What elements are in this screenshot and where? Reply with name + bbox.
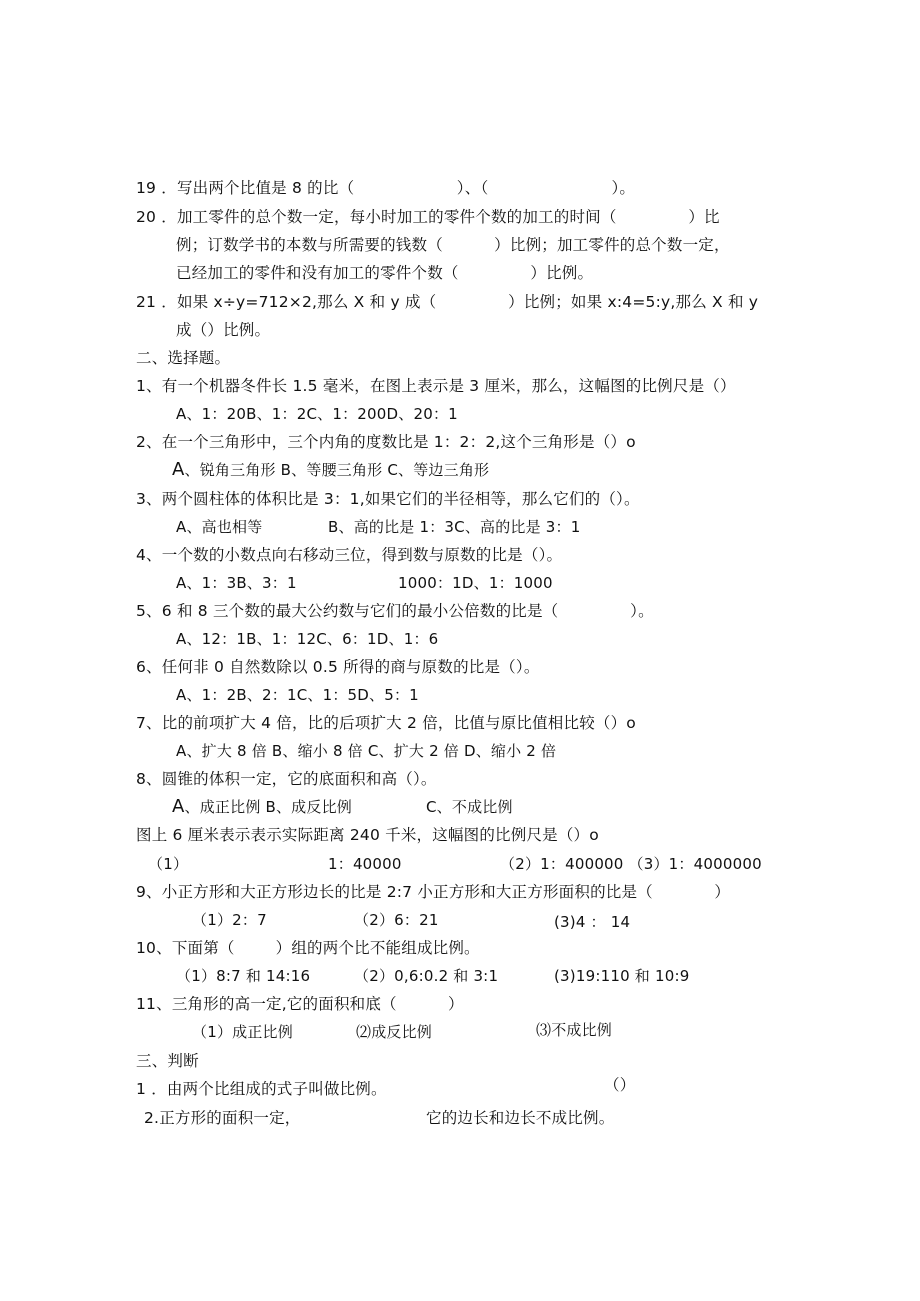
- choice-q4-option-ab: A、1：3B、3：1: [176, 574, 297, 592]
- choice-q8-options-text: 、成正比例 B、成反比例: [184, 798, 352, 816]
- choice-q7-options: A、扩大 8 倍 B、缩小 8 倍 C、扩大 2 倍 D、缩小 2 倍: [176, 742, 557, 760]
- judge-q1-answer-bracket: （）: [604, 1076, 636, 1094]
- choice-q6-options: A、1：2B、2：1C、1：5D、5：1: [176, 686, 419, 704]
- choice-q5-options: A、12：1B、1：12C、6：1D、1：6: [176, 630, 439, 648]
- section-3-heading: 三、判断: [136, 1052, 199, 1070]
- choice-q8-option-ab: [172, 797, 352, 817]
- choice-q10-option-1: （1）8:7 和 14:16: [176, 967, 311, 985]
- option-letter-a: A: [172, 459, 185, 480]
- section-2-heading: 二、选择题。: [136, 349, 231, 367]
- question-20-line-2: 例；订数学书的本数与所需要的钱数（ ）比例；加工零件的总个数一定，: [176, 236, 730, 254]
- choice-q4: 4、一个数的小数点向右移动三位，得到数与原数的比是（）。: [136, 546, 563, 564]
- choice-q3-option-bc: B、高的比是 1：3C、高的比是 3：1: [328, 518, 581, 536]
- question-21-line-2: 成（）比例。: [176, 321, 271, 339]
- choice-q2-options-text: 、锐角三角形 B、等腰三角形 C、等边三角形: [184, 461, 490, 479]
- choice-q1-options: A、1：20B、1：2C、1：200D、20：1: [176, 405, 458, 423]
- choice-q1: 1、有一个机器冬件长 1.5 毫米，在图上表示是 3 厘米，那么，这幅图的比例尺是（）: [136, 377, 736, 395]
- choice-q10: 10、下面第（ ）组的两个比不能组成比例。: [136, 939, 480, 957]
- choice-q2: 2、在一个三角形中，三个内角的度数比是 1：2：2,这个三角形是（）o: [136, 433, 636, 451]
- choice-q11: 11、三角形的高一定,它的面积和底（ ）: [136, 995, 464, 1013]
- choice-q-map-option-1-value: 1：40000: [328, 855, 402, 873]
- choice-q8: 8、圆锥的体积一定，它的底面积和高（）。: [136, 770, 437, 788]
- judge-q2-part-2: 它的边长和边长不成比例。: [426, 1109, 615, 1127]
- choice-q5: 5、6 和 8 三个数的最大公约数与它们的最小公倍数的比是（ ）。: [136, 602, 654, 620]
- choice-q9-option-2: （2）6：21: [354, 911, 439, 929]
- choice-q4-option-cd: 1000：1D、1：1000: [398, 574, 553, 592]
- question-21-line-1: 21 ．如果 x÷y=712×2,那么 X 和 y 成（ ）比例；如果 x:4=5:y,那么 X 和 y: [136, 293, 759, 311]
- choice-q-map-option-1-label: （1）: [148, 855, 189, 873]
- option-letter-a: A: [172, 796, 185, 817]
- choice-q2-options: [172, 460, 489, 480]
- choice-q8-option-c: C、不成比例: [426, 798, 513, 816]
- choice-q6: 6、任何非 0 自然数除以 0.5 所得的商与原数的比是（）。: [136, 658, 540, 676]
- choice-q-map-option-2-3: （2）1：400000 （3）1：4000000: [500, 855, 762, 873]
- choice-q11-option-1: （1）成正比例: [192, 1023, 293, 1041]
- judge-q2-part-1: 2.正方形的面积一定，: [144, 1109, 301, 1127]
- choice-q3-option-a: A、高也相等: [176, 518, 263, 536]
- choice-q10-option-3: (3)19:110 和 10:9: [554, 967, 690, 985]
- choice-q-map-scale: 图上 6 厘米表示表示实际距离 240 千米，这幅图的比例尺是（）o: [136, 826, 599, 844]
- question-20-line-3: 已经加工的零件和没有加工的零件个数（ ）比例。: [176, 264, 594, 282]
- question-19: 19 ．写出两个比值是 8 的比（ ）、（ ）。: [136, 179, 636, 197]
- choice-q10-option-2: （2）0,6:0.2 和 3:1: [354, 967, 499, 985]
- choice-q11-option-2: ⑵成反比例: [356, 1023, 433, 1041]
- choice-q9-option-3: (3)4 ： 14: [554, 913, 631, 931]
- question-20-line-1: 20 ．加工零件的总个数一定，每小时加工的零件个数的加工的时间（ ）比: [136, 208, 720, 226]
- choice-q9-option-1: （1）2：7: [192, 911, 267, 929]
- choice-q11-option-3: ⑶不成比例: [536, 1021, 613, 1039]
- choice-q9: 9、小正方形和大正方形边长的比是 2:7 小正方形和大正方形面积的比是（ ）: [136, 883, 731, 901]
- choice-q3: 3、两个圆柱体的体积比是 3：1,如果它们的半径相等，那么它们的（）。: [136, 490, 640, 508]
- judge-q1: 1 ．由两个比组成的式子叫做比例。: [136, 1080, 387, 1098]
- choice-q7: 7、比的前项扩大 4 倍，比的后项扩大 2 倍，比值与原比值相比较（）o: [136, 714, 636, 732]
